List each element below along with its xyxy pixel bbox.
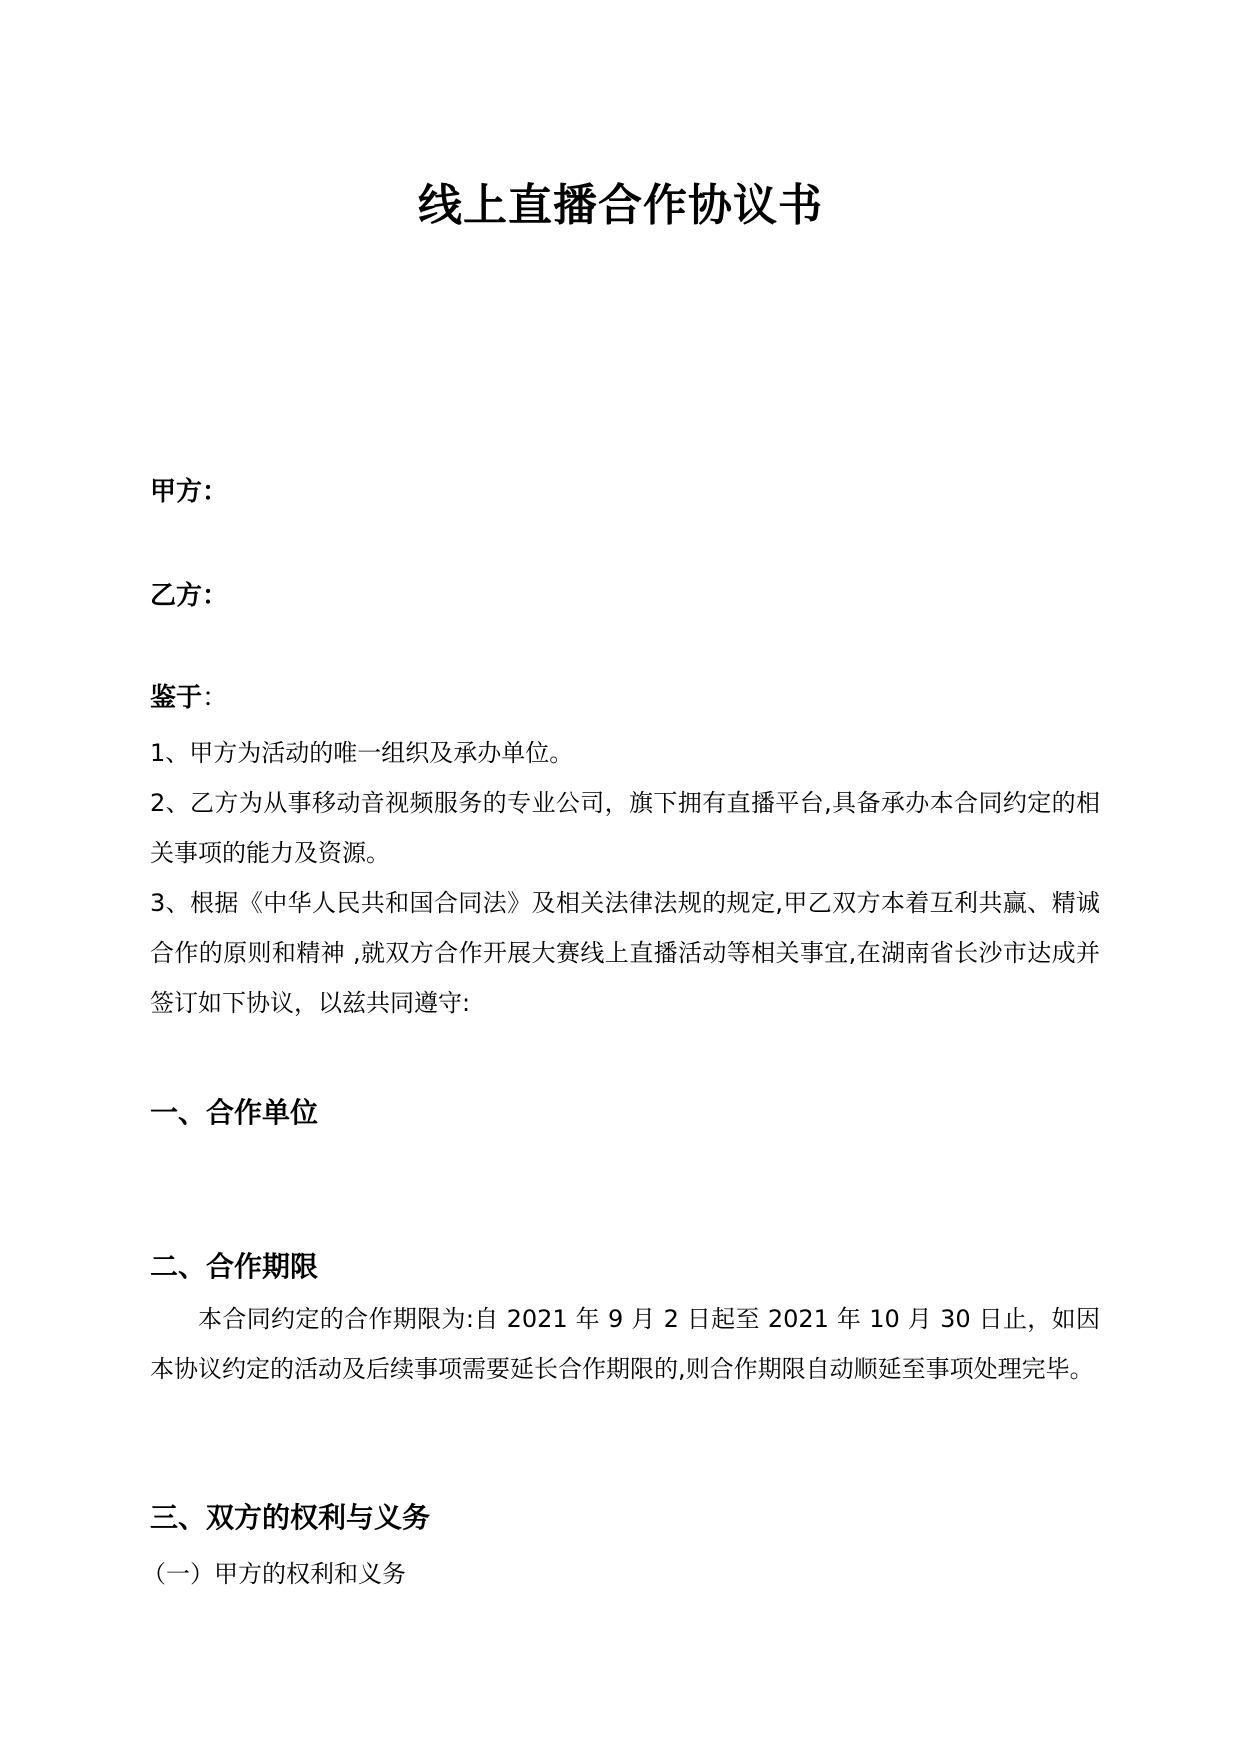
whereas-text: 鉴于 — [150, 683, 203, 713]
party-a-label: 甲方： — [150, 477, 229, 507]
section-3-sub-1: （一）甲方的权利和义务 — [142, 1560, 406, 1588]
section-heading-3: 三、双方的权利与义务 — [150, 1501, 431, 1534]
party-b-label: 乙方： — [150, 581, 229, 611]
section-2-paragraph: 本合同约定的合作期限为:自 2021 年 9 月 2 日起至 2021 年 10 月 30 日止，如因本协议约定的活动及后续事项需要延长合作期限的,则合作期限自动顺延至事项处理完毕。 — [150, 1305, 1100, 1383]
recital-2: 2、乙方为从事移动音视频服务的专业公司，旗下拥有直播平台,具备承办本合同约定的相关事项的能力及资源。 — [150, 789, 1100, 867]
section-heading-1: 一、合作单位 — [150, 1096, 319, 1129]
whereas-label — [150, 678, 228, 718]
recital-1: 1、甲方为活动的唯一组织及承办单位。 — [150, 739, 574, 767]
whereas-colon: ： — [202, 683, 229, 713]
document-title: 线上直播合作协议书 — [418, 180, 823, 231]
section-heading-2: 二、合作期限 — [150, 1250, 319, 1283]
recital-3: 3、根据《中华人民共和国合同法》及相关法律法规的规定,甲乙双方本着互利共赢、精诚合作的原则和精神 ,就双方合作开展大赛线上直播活动等相关事宜,在湖南省长沙市达成并签订如下协议，以兹共同遵守: — [150, 889, 1100, 1017]
